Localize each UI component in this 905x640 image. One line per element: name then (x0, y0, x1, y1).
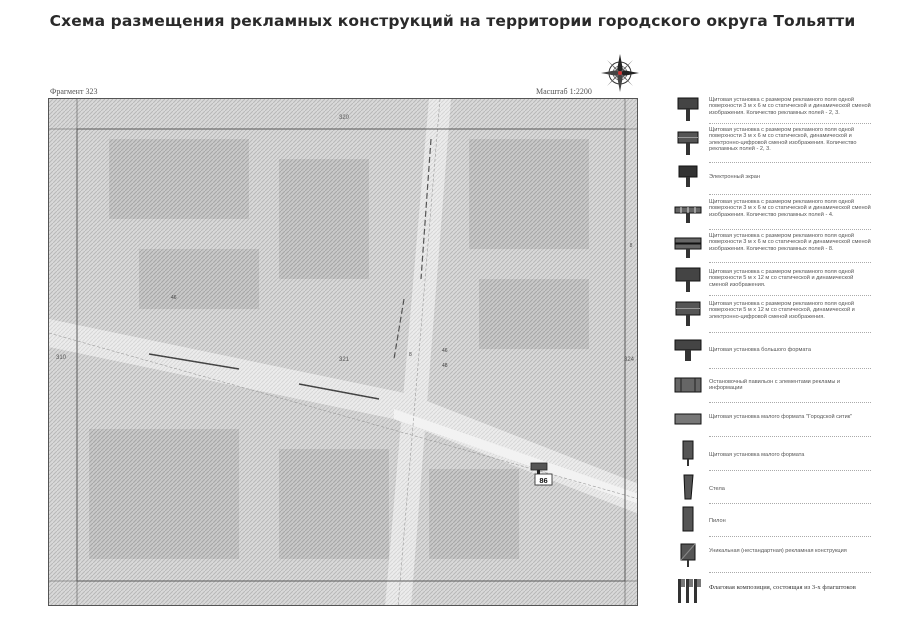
legend-text: Щитовая установка большого формата (709, 347, 811, 353)
flag-composition-icon (673, 576, 703, 606)
legend-text: Щитовая установка с размером рекламного поля одной поверхности 5 м х 12 м со статической и динамической сменой изображения. (709, 269, 854, 288)
legend-text: Электронный экран (709, 174, 760, 180)
large-format-billboard-icon (673, 335, 703, 365)
legend-text: Уникальная (нестандартная) рекламная конструкция (709, 548, 847, 554)
fragment-label-left: 310 (55, 355, 67, 361)
legend-item (673, 265, 873, 295)
scale-label: Масштаб 1:2200 (536, 87, 592, 96)
legend-text: Щитовая установка с размером рекламного поля одной поверхности 3 м х 6 м со статической и динамической сменой изображения. Количество рекламных полей - 2, 3. (709, 97, 871, 116)
legend-text: Стела (709, 486, 725, 492)
map-canvas (49, 99, 638, 606)
legend-item (673, 232, 873, 262)
fragment-label-center: 321 (338, 357, 350, 363)
pylon-icon (673, 504, 703, 534)
legend-item (673, 506, 873, 532)
fragment-label-right-edge: 8 (629, 243, 633, 249)
legend-item (673, 440, 873, 468)
legend-item (673, 198, 873, 228)
legend-item (673, 371, 873, 399)
fragment-label: Фрагмент 323 (50, 87, 98, 96)
pavilion-icon (673, 370, 703, 400)
billboard-3x6-eight-fields-icon (673, 232, 703, 262)
legend-text: Остановочный павильон с элементами рекламы и информации (709, 379, 841, 392)
fragment-label-top: 320 (338, 115, 350, 121)
billboard-5x12-digital-sign-icon (673, 299, 703, 329)
legend-text: Щитовая установка с размером рекламного поля одной поверхности 3 м х 6 м со статической, динамической и электронно-цифровой сменой изображения. Количество рекламных полей - 2, 3. (709, 127, 857, 153)
legend-item (673, 540, 873, 570)
building-number: 48 (442, 363, 448, 369)
small-format-city-format-icon (673, 404, 703, 434)
map-fragment[interactable] (48, 98, 638, 606)
building-number: 46 (171, 295, 177, 301)
legend-item (673, 405, 873, 433)
billboard-3x6-four-fields-icon (673, 198, 703, 228)
small-format-billboard-icon (673, 439, 703, 469)
legend-item (673, 298, 873, 330)
fragment-label-right: 324 (623, 357, 635, 363)
billboard-3x6-sign-icon (673, 94, 703, 124)
building-number: 46 (442, 348, 448, 354)
unique-construction-icon (673, 540, 703, 570)
legend-text: Щитовая установка малого формата (709, 452, 805, 458)
legend-item (673, 576, 873, 606)
legend-item (673, 126, 873, 160)
legend-text: Щитовая установка малого формата "Городской ситик" (709, 414, 853, 420)
electronic-screen-icon (673, 162, 703, 192)
legend-item (673, 94, 873, 124)
billboard-3x6-digital-sign-icon (673, 128, 703, 158)
construction-number: 86 (539, 476, 548, 485)
legend-text: Щитовая установка с размером рекламного поля одной поверхности 3 м х 6 м со статической и динамической сменой изображения. Количество рекламных полей - 8. (709, 233, 871, 252)
page-title: Схема размещения рекламных конструкций на территории городского округа Тольятти (49, 12, 856, 30)
legend-item (673, 164, 873, 190)
legend-text: Пилон (709, 518, 726, 524)
building-number: 8 (409, 352, 412, 358)
compass-rose-icon (600, 53, 640, 93)
stela-icon (673, 472, 703, 502)
billboard-5x12-sign-icon (673, 265, 703, 295)
legend-item (673, 335, 873, 365)
legend-text: Флаговая композиция, состоящая из 3-х флагштоков (709, 584, 856, 591)
legend-text: Щитовая установка с размером рекламного поля одной поверхности 3 м х 6 м со статической и динамической сменой изображения. Количество рекламных полей - 4. (709, 199, 871, 218)
legend-item (673, 474, 873, 500)
legend-text: Щитовая установка с размером рекламного поля одной поверхности 5 м х 12 м со статической, динамической и электронно-цифровой сменой изображения. (709, 301, 855, 320)
